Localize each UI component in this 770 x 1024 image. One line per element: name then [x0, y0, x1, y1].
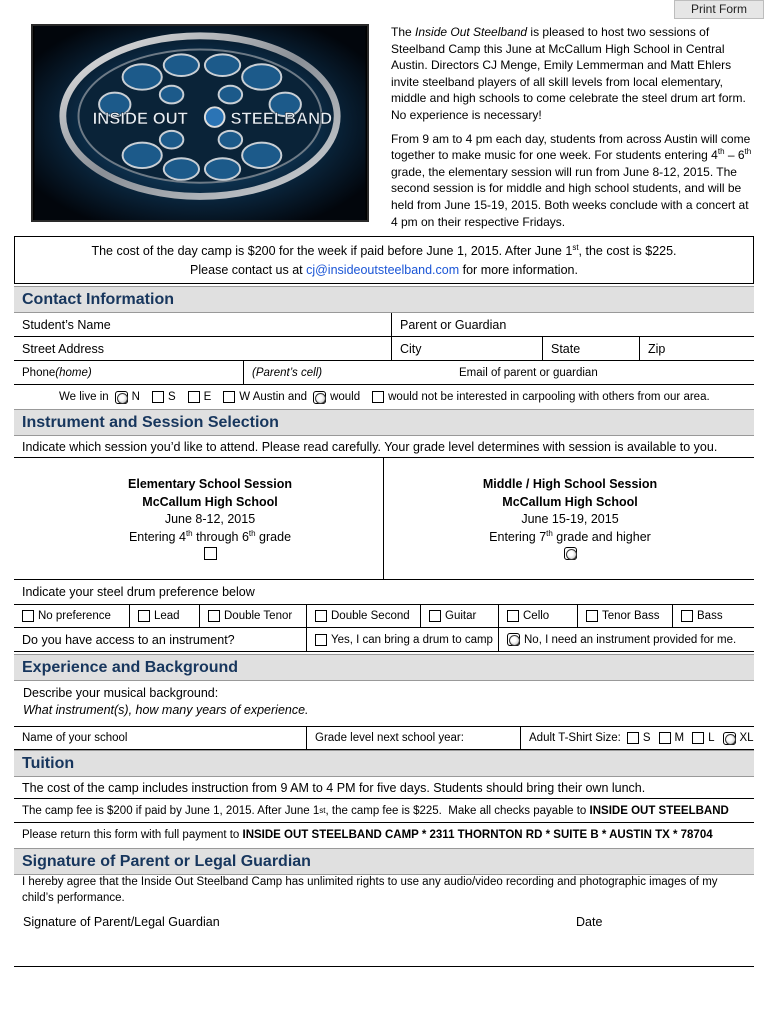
direction-e-checkbox[interactable]	[188, 391, 200, 403]
elementary-session-name: Elementary School Session	[128, 477, 292, 491]
intro-text	[391, 24, 753, 237]
drum-option-tenor-bass[interactable]: Tenor Bass	[577, 605, 672, 627]
middle-session-school: McCallum High School	[502, 494, 638, 509]
school-name-field[interactable]: Name of your school	[22, 732, 128, 744]
street-address-field[interactable]: Street Address	[22, 341, 104, 356]
instrument-section-title: Instrument and Session Selection	[14, 409, 754, 436]
tshirt-xl-radio[interactable]	[723, 732, 736, 745]
cost-notice	[14, 236, 754, 284]
city-field[interactable]: City	[391, 337, 542, 360]
intro-paragraph-2: From 9 am to 4 pm each day, students from across Austin will come together to make music for one week. For students entering 4th – 6th grade, the elementary session will run from June 8-12, 2015. The second session is for middle and high school students, and will be held from June 15-19, 2015. Both weeks conclude with a concert at 4 pm on their respective Fridays.	[391, 131, 752, 229]
elementary-session-checkbox[interactable]	[204, 547, 217, 560]
tuition-section-title: Tuition	[14, 750, 754, 777]
signature-section-title: Signature of Parent or Legal Guardian	[14, 848, 754, 875]
signature-label: Signature of Parent/Legal Guardian	[23, 915, 220, 929]
instrument-access-row	[14, 628, 754, 652]
student-name-field[interactable]: Student’s Name	[22, 317, 111, 332]
access-no-option[interactable]: No, I need an instrument provided for me.	[498, 628, 754, 651]
drum-options-row	[14, 604, 754, 628]
drum-option-cello[interactable]: Cello	[498, 605, 577, 627]
drum-option-lead[interactable]: Lead	[129, 605, 199, 627]
tshirt-m-checkbox[interactable]	[659, 732, 671, 744]
tuition-line-1: The cost of the camp includes instruction from 9 AM to 4 PM for five days. Students should bring their own lunch.	[22, 780, 646, 795]
contact-section-title: Contact Information	[14, 286, 754, 313]
drum-option-bass[interactable]: Bass	[672, 605, 754, 627]
contact-email-link[interactable]: cj@insideoutsteelband.com	[306, 263, 460, 277]
tuition-line-2: The camp fee is $200 if paid by June 1, 2015. After June 1 st , the camp fee is $225. Make all checks payable to INSIDE OUT STEELBAND	[22, 804, 729, 817]
date-label: Date	[576, 915, 603, 929]
tshirt-l-checkbox[interactable]	[692, 732, 704, 744]
phone-home-field[interactable]: Phone (home)	[22, 366, 92, 379]
would-not-checkbox[interactable]	[372, 391, 384, 403]
cost-line-2: Please contact us at cj@insideoutsteelband.com for more information.	[190, 263, 578, 277]
tuition-row-3	[14, 823, 754, 847]
parent-cell-field[interactable]: (Parent’s cell)	[243, 361, 451, 384]
drum-option-no-preference[interactable]: No preference	[14, 605, 129, 627]
instrument-access-question: Do you have access to an instrument?	[22, 632, 235, 647]
drum-preference-label: Indicate your steel drum preference below	[22, 585, 255, 599]
experience-section-title: Experience and Background	[14, 654, 754, 681]
middle-high-session	[440, 476, 700, 560]
tshirt-s-checkbox[interactable]	[627, 732, 639, 744]
drum-option-double-tenor[interactable]: Double Tenor	[199, 605, 306, 627]
zip-field[interactable]: Zip	[639, 337, 754, 360]
contact-row-2	[14, 337, 754, 361]
contact-row-3	[14, 361, 754, 385]
contact-row-1	[14, 313, 754, 337]
describe-background-hint: What instrument(s), how many years of experience.	[23, 703, 309, 717]
tuition-line-3: Please return this form with full payment to INSIDE OUT STEELBAND CAMP * 2311 THORNTON RD * SUITE B * AUSTIN TX * 78704	[22, 829, 713, 841]
access-yes-option[interactable]: Yes, I can bring a drum to camp	[306, 628, 498, 651]
parent-guardian-field[interactable]: Parent or Guardian	[391, 313, 754, 336]
logo-text-right: STEELBAND	[230, 108, 333, 128]
rights-agreement-text: I hereby agree that the Inside Out Steelband Camp has unlimited rights to use any audio/video recording and photographic images of my child’s performance.	[22, 876, 718, 904]
middle-session-name: Middle / High School Session	[482, 477, 658, 491]
carpool-row	[14, 385, 754, 409]
describe-background-label: Describe your musical background:	[23, 686, 219, 700]
direction-n-radio[interactable]	[115, 391, 128, 404]
middle-session-grade: Entering 7th grade and higher	[489, 528, 651, 544]
tuition-row-1	[14, 777, 754, 799]
elementary-session-dates: June 8-12, 2015	[164, 512, 256, 526]
signature-line[interactable]	[14, 966, 754, 967]
intro-paragraph-1: The Inside Out Steelband is pleased to host two sessions of Steelband Camp this June at McCallum High School in Central Austin. Directors CJ Menge, Emily Lemmerman and Matt Ehlers invite steelband players of all skill levels from local elementary, middle and high schools to come celebrate the steel drum art form. No experience is necessary!	[391, 25, 746, 122]
carpool-options: We live in N S E W Austin and would would not be interested in carpooling with others from our area.	[59, 391, 710, 403]
cost-line-1: The cost of the day camp is $200 for the week if paid before June 1, 2015. After June 1st, the cost is $225.	[91, 242, 677, 258]
drum-pref-row	[14, 580, 754, 604]
school-info-row	[14, 726, 754, 750]
logo-text-left: INSIDE OUT	[92, 108, 188, 128]
would-radio[interactable]	[313, 391, 326, 404]
inside-out-steelband-logo	[31, 24, 369, 222]
state-field[interactable]: State	[542, 337, 639, 360]
parent-email-field[interactable]: Email of parent or guardian	[459, 366, 598, 379]
drum-option-double-second[interactable]: Double Second	[306, 605, 420, 627]
middle-session-dates: June 15-19, 2015	[521, 512, 619, 526]
session-instructions: Indicate which session you’d like to attend. Please read carefully. Your grade level determines with session is available to you.	[22, 439, 718, 454]
direction-s-checkbox[interactable]	[152, 391, 164, 403]
elementary-session-grade: Entering 4th through 6th grade	[128, 528, 292, 544]
tuition-row-2	[14, 799, 754, 823]
grade-level-field[interactable]: Grade level next school year:	[306, 727, 520, 749]
session-instructions-row	[14, 436, 754, 458]
drum-option-guitar[interactable]: Guitar	[420, 605, 498, 627]
elementary-session	[80, 476, 340, 560]
tshirt-size-field: Adult T-Shirt Size: S M L XL	[520, 727, 754, 749]
elementary-session-school: McCallum High School	[142, 494, 278, 509]
middle-session-radio[interactable]	[564, 547, 577, 560]
print-form-button[interactable]: Print Form	[674, 0, 764, 19]
direction-w-checkbox[interactable]	[223, 391, 235, 403]
